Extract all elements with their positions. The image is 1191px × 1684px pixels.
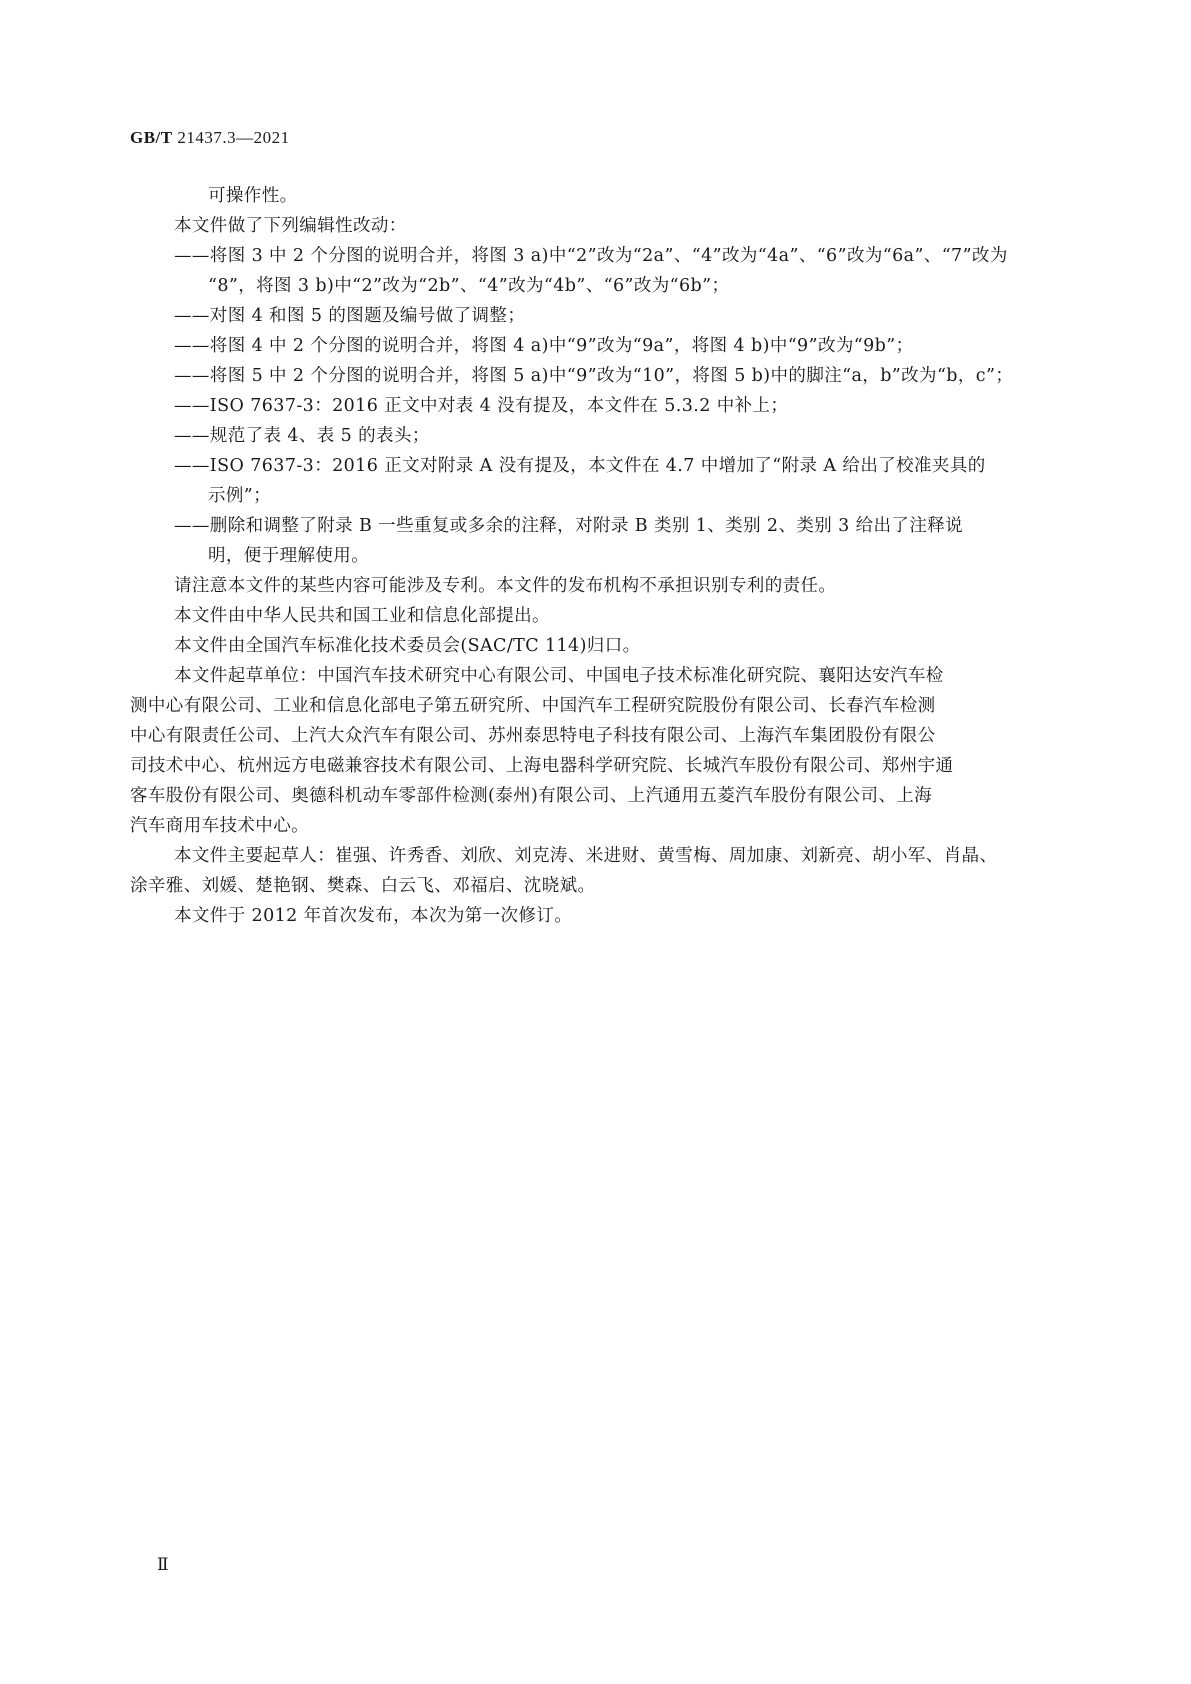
text-line: 本文件由全国汽车标准化技术委员会(SAC/TC 114)归口。 xyxy=(174,636,641,656)
text-line: 客车股份有限公司、奥德科机动车零部件检测(泰州)有限公司、上汽通用五菱汽车股份有限公司、上海 xyxy=(130,786,933,806)
standard-prefix: GB/T xyxy=(130,128,173,147)
text-line: 示例”； xyxy=(208,486,272,506)
text-line: 本文件起草单位：中国汽车技术研究中心有限公司、中国电子技术标准化研究院、襄阳达安汽车检 xyxy=(174,666,944,686)
text-line: ——ISO 7637-3：2016 正文中对表 4 没有提及，本文件在 5.3.2 中补上； xyxy=(174,396,789,416)
text-line: 司技术中心、杭州远方电磁兼容技术有限公司、上海电器科学研究院、长城汽车股份有限公司、郑州宇通 xyxy=(130,756,954,776)
text-line: 涂辛雅、刘媛、楚艳钢、樊森、白云飞、邓福启、沈晓斌。 xyxy=(130,876,596,896)
text-line: 汽车商用车技术中心。 xyxy=(130,816,309,836)
foreword-body xyxy=(130,181,1054,931)
text-line: ——将图 4 中 2 个分图的说明合并，将图 4 a)中“9”改为“9a”，将图 4 b)中“9”改为“9b”； xyxy=(174,336,914,356)
text-line: ——将图 3 中 2 个分图的说明合并，将图 3 a)中“2”改为“2a”、“4”改为“4a”、“6”改为“6a”、“7”改为 xyxy=(174,246,1008,266)
text-line: 明，便于理解使用。 xyxy=(208,546,370,566)
text-line: 本文件主要起草人：崔强、许秀香、刘欣、刘克涛、米进财、黄雪梅、周加康、刘新亮、胡小军、肖晶、 xyxy=(174,846,998,866)
text-line: ——将图 5 中 2 个分图的说明合并，将图 5 a)中“9”改为“10”，将图 5 b)中的脚注“a，b”改为“b，c”； xyxy=(174,366,1014,386)
text-line: 中心有限责任公司、上汽大众汽车有限公司、苏州泰思特电子科技有限公司、上海汽车集团股份有限公 xyxy=(130,726,936,746)
text-line: “8”，将图 3 b)中“2”改为“2b”、“4”改为“4b”、“6”改为“6b”； xyxy=(208,276,730,296)
text-line: ——规范了表 4、表 5 的表头； xyxy=(174,426,430,446)
text-line: ——对图 4 和图 5 的图题及编号做了调整； xyxy=(174,306,526,326)
text-line: 测中心有限公司、工业和信息化部电子第五研究所、中国汽车工程研究院股份有限公司、长春汽车检测 xyxy=(130,696,936,716)
text-line: 本文件于 2012 年首次发布，本次为第一次修订。 xyxy=(174,906,573,926)
text-line: 本文件做了下列编辑性改动： xyxy=(174,216,407,236)
standard-number: 21437.3—2021 xyxy=(177,128,290,147)
page-number: Ⅱ xyxy=(157,1555,169,1574)
text-line: 请注意本文件的某些内容可能涉及专利。本文件的发布机构不承担识别专利的责任。 xyxy=(174,576,837,596)
text-line: 可操作性。 xyxy=(208,186,298,206)
text-line: ——删除和调整了附录 B 一些重复或多余的注释，对附录 B 类别 1、类别 2、类别 3 给出了注释说 xyxy=(174,516,964,536)
text-line: ——ISO 7637-3：2016 正文对附录 A 没有提及，本文件在 4.7 中增加了“附录 A 给出了校准夹具的 xyxy=(174,456,986,476)
text-line: 本文件由中华人民共和国工业和信息化部提出。 xyxy=(174,606,550,626)
document-header xyxy=(130,128,290,148)
